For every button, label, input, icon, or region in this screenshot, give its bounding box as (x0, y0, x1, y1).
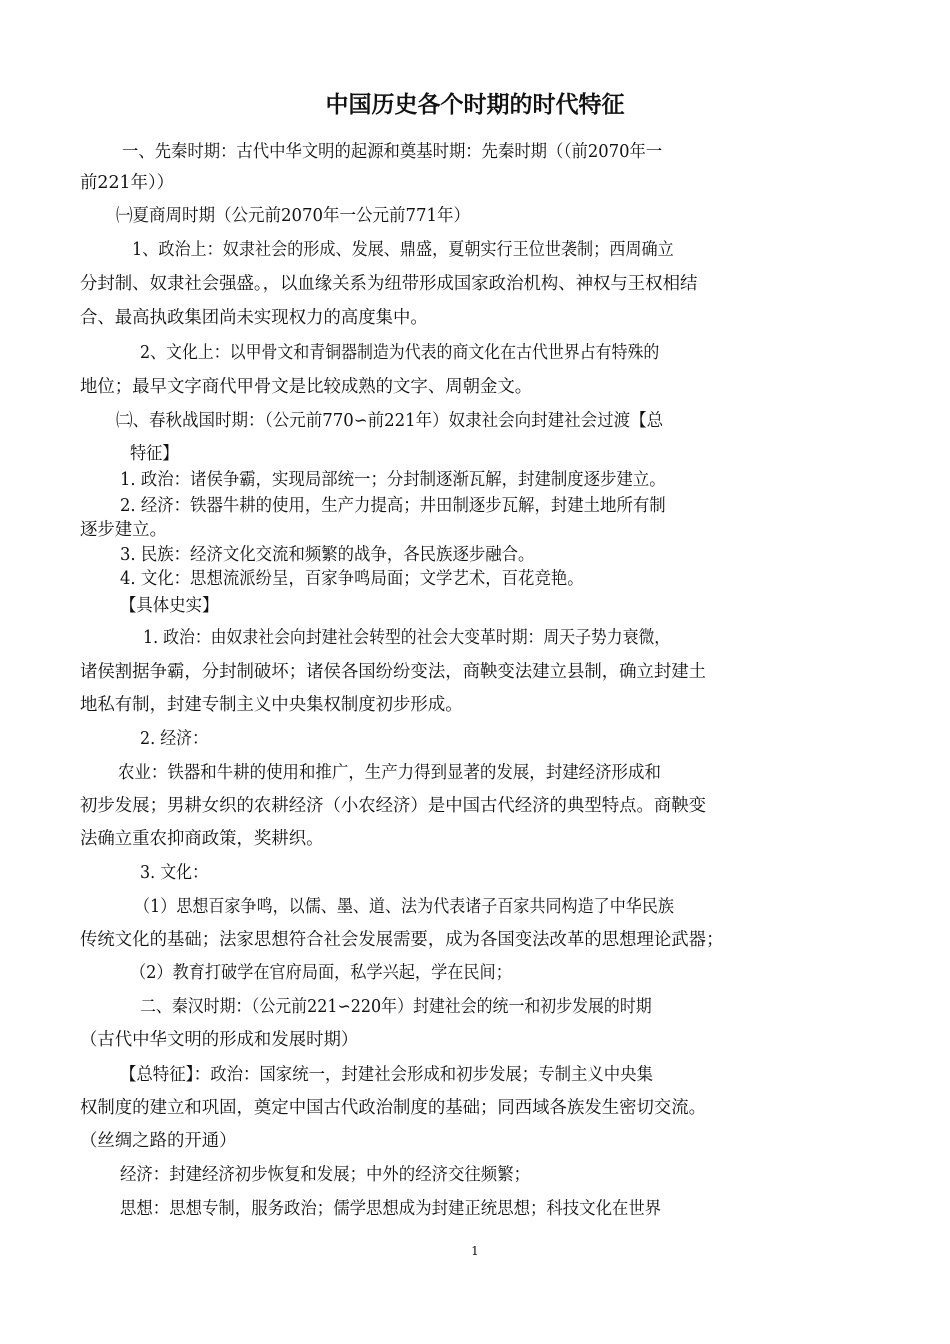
text-line: （古代中华文明的形成和发展时期） (80, 1030, 359, 1050)
text-line: 传统文化的基础；法家思想符合社会发展需要，成为各国变法改革的思想理论武器； (80, 930, 724, 950)
text-line: 2、文化上：以甲骨文和青铜器制造为代表的商文化在古代世界占有特殊的 (140, 343, 660, 363)
text-line: 1. 政治：由奴隶社会向封建社会转型的社会大变革时期：周天子势力衰微， (143, 628, 671, 648)
text-line: 诸侯割据争霸，分封制破坏；诸侯各国纷纷变法，商鞅变法建立县制，确立封建土 (80, 662, 707, 682)
text-line: 地位；最早文字商代甲骨文是比较成熟的文字、周朝金文。 (80, 377, 533, 397)
text-line: 特征】 (130, 444, 179, 464)
text-line: ㈠夏商周时期（公元前2070年一公元前771年） (116, 206, 471, 226)
text-line: 权制度的建立和巩固，奠定中国古代政治制度的基础；同西域各族发生密切交流。 (80, 1098, 707, 1118)
text-line: 2. 经济：铁器牛耕的使用，生产力提高；井田制逐步瓦解，封建土地所有制 (120, 496, 666, 516)
text-line: 思想：思想专制，服务政治；儒学思想成为封建正统思想；科技文化在世界 (120, 1199, 662, 1219)
text-line: 1. 政治：诸侯争霸，实现局部统一；分封制逐渐瓦解，封建制度逐步建立。 (120, 470, 666, 490)
text-line: 3. 民族：经济文化交流和频繁的战争，各民族逐步融合。 (120, 545, 535, 565)
text-line: 初步发展；男耕女织的农耕经济（小农经济）是中国古代经济的典型特点。商鞅变 (80, 796, 707, 816)
text-line: （1）思想百家争鸣，以儒、墨、道、法为代表诸子百家共同构造了中华民族 (134, 897, 674, 917)
text-line: 法确立重农抑商政策，奖耕织。 (80, 829, 324, 849)
text-line: 逐步建立。 (80, 520, 167, 540)
text-line: 【具体史实】 (120, 596, 219, 616)
text-line: 一、先秦时期：古代中华文明的起源和奠基时期：先秦时期（（前2070年一 (122, 142, 663, 162)
text-line: 【总特征】：政治：国家统一，封建社会形成和初步发展；专制主义中央集 (120, 1065, 653, 1085)
document-title: 中国历史各个时期的时代特征 (325, 92, 625, 118)
text-line: ㈡、春秋战国时期：（公元前770∽前221年）奴隶社会向封建社会过渡【总 (116, 411, 664, 431)
text-line: 分封制、奴隶社会强盛。，以血缘关系为纽带形成国家政治机构、神权与王权相结 (80, 274, 698, 294)
text-line: 前221年）） (80, 173, 175, 193)
text-line: 地私有制，封建专制主义中央集权制度初步形成。 (80, 695, 463, 715)
text-line: 2. 经济： (140, 729, 208, 749)
text-line: 合、最高执政集团尚未实现权力的高度集中。 (80, 308, 428, 328)
text-line: 4. 文化：思想流派纷呈，百家争鸣局面；文学艺术，百花竞艳。 (120, 569, 584, 589)
text-line: 3. 文化： (140, 863, 208, 883)
text-line: 农业：铁器和牛耕的使用和推广，生产力得到显著的发展，封建经济形成和 (118, 763, 661, 783)
text-line: 1、政治上：奴隶社会的形成、发展、鼎盛，夏朝实行王位世袭制；西周确立 (132, 240, 674, 260)
text-line: （丝绸之路的开通） (80, 1131, 237, 1151)
page-number: 1 (471, 1244, 479, 1258)
text-line: （2）教育打破学在官府局面，私学兴起，学在民间； (130, 963, 512, 983)
text-line: 二、秦汉时期：（公元前221∽220年）封建社会的统一和初步发展的时期 (140, 997, 652, 1017)
text-line: 经济：封建经济初步恢复和发展；中外的经济交往频繁； (120, 1165, 530, 1185)
